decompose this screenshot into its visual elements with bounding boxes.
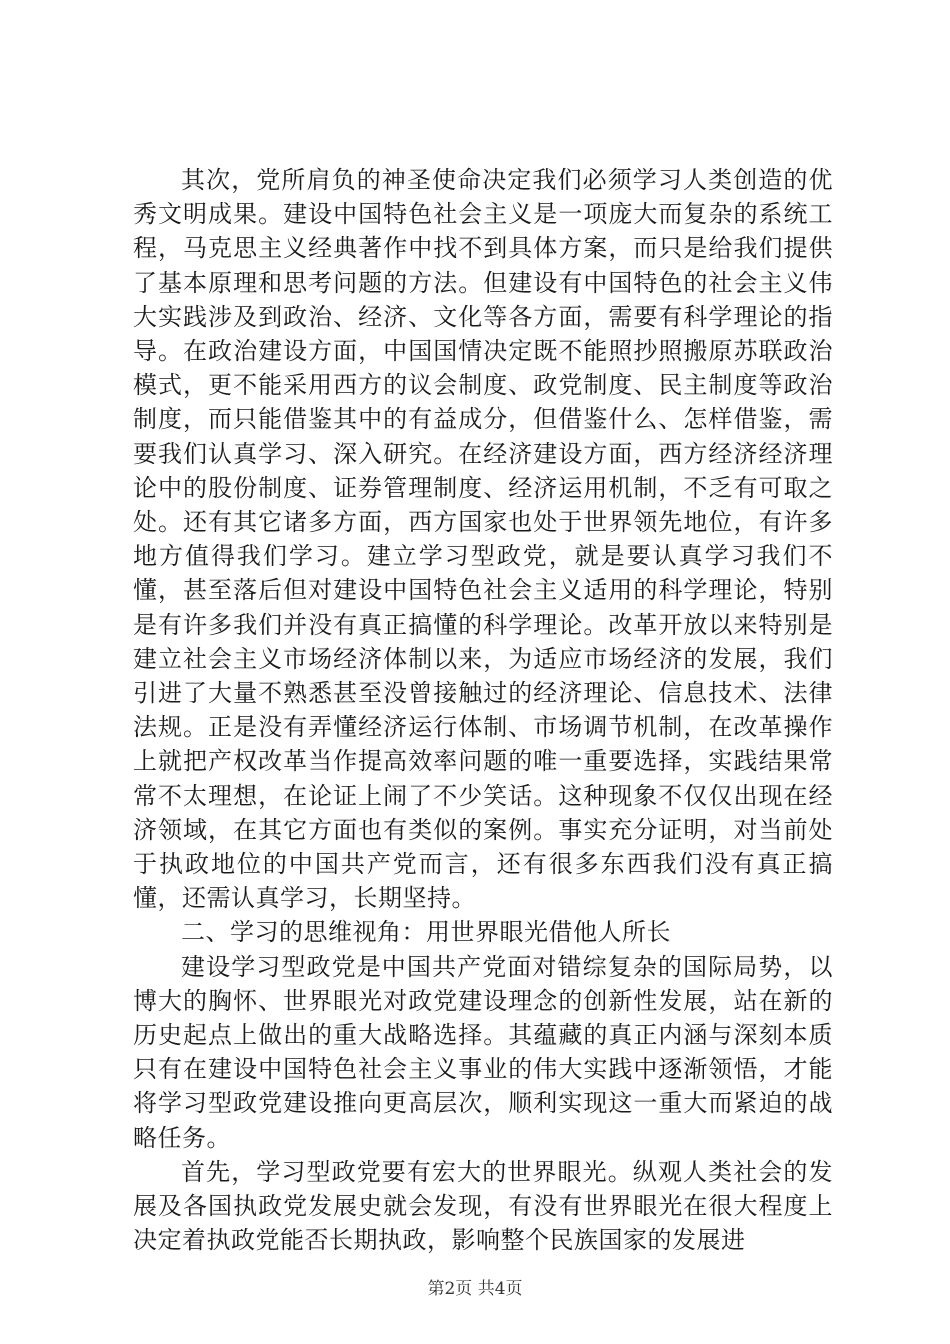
document-body [133,163,833,1258]
paragraph: 首先，学习型政党要有宏大的世界眼光。纵观人类社会的发展及各国执政党发展史就会发现，有没有世界眼光在很大程度上决定着执政党能否长期执政，影响整个民族国家的发展进 [133,1157,833,1255]
page-number-footer: 第2页 共4页 [427,1279,523,1299]
paragraph: 其次，党所肩负的神圣使命决定我们必须学习人类创造的优秀文明成果。建设中国特色社会主义是一项庞大而复杂的系统工程，马克思主义经典著作中找不到具体方案，而只是给我们提供了基本原理和思考问题的方法。但建设有中国特色的社会主义伟大实践涉及到政治、经济、文化等各方面，需要有科学理论的指导。在政治建设方面，中国国情决定既不能照抄照搬原苏联政治模式，更不能采用西方的议会制度、政党制度、民主制度等政治制度，而只能借鉴其中的有益成分，但借鉴什么、怎样借鉴，需要我们认真学习、深入研究。在经济建设方面，西方经济经济理论中的股份制度、证券管理制度、经济运用机制，不乏有可取之处。还有其它诸多方面，西方国家也处于世界领先地位，有许多地方值得我们学习。建立学习型政党，就是要认真学习我们不懂，甚至落后但对建设中国特色社会主义适用的科学理论，特别是有许多我们并没有真正搞懂的科学理论。改革开放以来特别是建立社会主义市场经济体制以来，为适应市场经济的发展，我们引进了大量不熟悉甚至没曾接触过的经济理论、信息技术、法律法规。正是没有弄懂经济运行体制、市场调节机制，在改革操作上就把产权改革当作提高效率问题的唯一重要选择，实践结果常常不太理想，在论证上闹了不少笑话。这种现象不仅仅出现在经济领域，在其它方面也有类似的案例。事实充分证明，对当前处于执政地位的中国共产党而言，还有很多东西我们没有真正搞懂，还需认真学习，长期坚持。 [133,166,833,913]
section-heading: 二、学习的思维视角：用世界眼光借他人所长 [181,918,671,947]
paragraph: 建设学习型政党是中国共产党面对错综复杂的国际局势，以博大的胸怀、世界眼光对政党建设理念的创新性发展，站在新的历史起点上做出的重大战略选择。其蕴藏的真正内涵与深刻本质只有在建设中国特色社会主义事业的伟大实践中逐渐领悟，才能将学习型政党建设推向更高层次，顺利实现这一重大而紧迫的战略任务。 [133,952,833,1152]
